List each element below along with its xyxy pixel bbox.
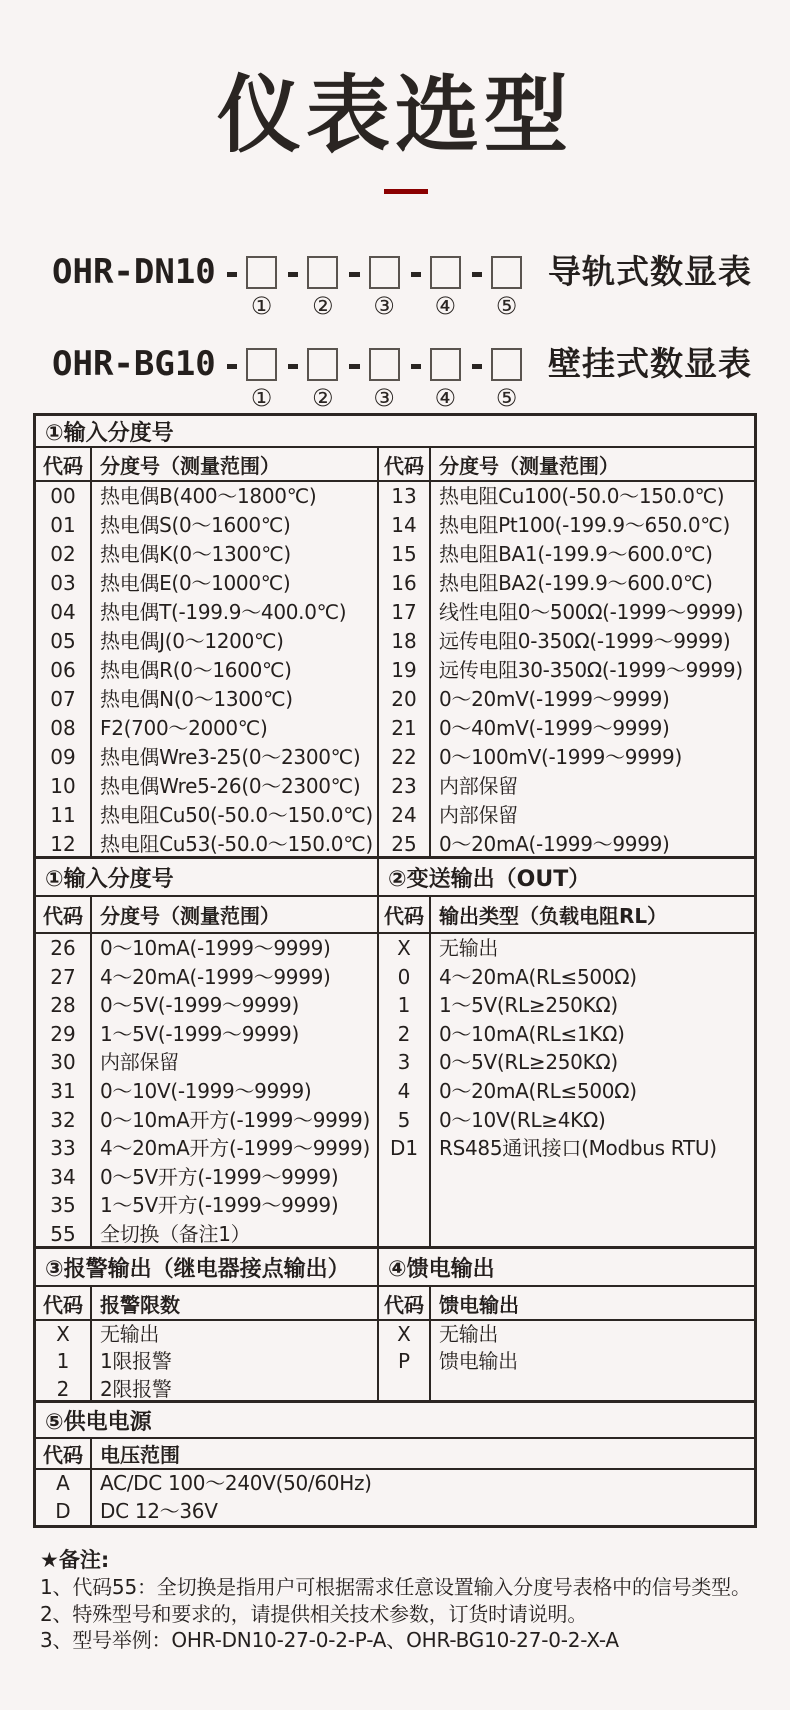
column-header-code: 代码 (379, 897, 431, 932)
desc-cell: 0～10mA(RL≤1KΩ) (439, 1021, 625, 1046)
desc-cell: 0～10V(-1999～9999) (100, 1078, 312, 1103)
desc-column (431, 934, 754, 1246)
desc-cell: 1限报警 (100, 1349, 172, 1374)
desc-cell: 热电偶K(0～1300℃) (100, 542, 291, 566)
column-header-desc: 报警限数 (92, 1287, 379, 1319)
option-box (307, 256, 338, 289)
desc-cell: 0～20mV(-1999～9999) (439, 687, 670, 711)
column-header-desc: 馈电输出 (439, 1292, 519, 1317)
desc-cell: 4～20mA开方(-1999～9999) (100, 1136, 370, 1161)
slot-number: ② (312, 292, 334, 320)
desc-cell: F2(700～2000℃) (100, 716, 268, 740)
code-cell: 18 (391, 629, 417, 653)
code-cell: 02 (50, 542, 76, 566)
code-cell: 03 (50, 571, 76, 595)
model-slot (430, 246, 461, 320)
desc-cell: 0～20mA(-1999～9999) (439, 832, 670, 856)
model-slot (246, 246, 277, 320)
code-column (36, 482, 92, 856)
desc-cell: 内部保留 (100, 1050, 179, 1075)
desc-column (92, 1321, 377, 1400)
model-row (52, 246, 752, 338)
desc-cell: 0～20mA(RL≤500Ω) (439, 1078, 637, 1103)
desc-cell: RS485通讯接口(Modbus RTU) (439, 1136, 717, 1161)
desc-cell: 全切换（备注1） (100, 1221, 251, 1246)
column-header-code: 代码 (379, 448, 431, 480)
table-half-left (36, 1470, 754, 1525)
desc-cell: DC 12～36V (100, 1498, 218, 1523)
code-cell: 5 (397, 1107, 411, 1132)
code-cell: 14 (391, 513, 417, 537)
model-type-label: 导轨式数显表 (548, 252, 753, 291)
table-half-left (36, 934, 379, 1246)
model-slot (369, 338, 400, 412)
code-cell: 32 (50, 1107, 76, 1132)
dash-separator (411, 272, 421, 277)
code-cell: 0 (397, 964, 411, 989)
desc-cell: 热电阻BA2(-199.9～600.0℃) (439, 571, 713, 595)
option-box (430, 348, 461, 381)
option-box (246, 256, 277, 289)
note-item: 3、型号举例：OHR-DN10-27-0-2-P-A、OHR-BG10-27-0-2-X-A (40, 1628, 619, 1652)
desc-cell: 热电阻Pt100(-199.9～650.0℃) (439, 513, 730, 537)
column-header-desc: 输出类型（负载电阻RL） (439, 904, 668, 928)
desc-cell: 0～10mA开方(-1999～9999) (100, 1107, 370, 1132)
desc-column (92, 1470, 754, 1525)
model-ordering-diagrams (52, 246, 752, 430)
band-body (36, 482, 754, 859)
dash-separator (411, 364, 421, 369)
code-cell: 15 (391, 542, 417, 566)
band-header (36, 416, 754, 448)
model-slot (246, 338, 277, 412)
slot-number: ④ (434, 292, 457, 320)
desc-cell: 热电偶Wre3-25(0～2300℃) (100, 745, 361, 769)
code-cell: 19 (391, 658, 417, 682)
code-cell: X (397, 936, 411, 960)
code-cell: 08 (50, 716, 76, 740)
desc-cell: 1～5V开方(-1999～9999) (100, 1193, 339, 1218)
column-header-code: 代码 (36, 448, 92, 480)
column-header-row (36, 1439, 754, 1470)
column-header-desc: 分度号（测量范围） (439, 453, 619, 478)
code-cell: D1 (389, 1136, 419, 1161)
desc-cell: 内部保留 (439, 774, 518, 798)
column-header-desc: 分度号（测量范围） (92, 897, 379, 932)
code-cell: 22 (391, 745, 417, 769)
model-type-label: 壁挂式数显表 (548, 344, 753, 383)
desc-cell: 4～20mA(RL≤500Ω) (439, 964, 637, 989)
code-cell: 31 (50, 1078, 76, 1103)
desc-cell: 热电偶B(400～1800℃) (100, 484, 317, 508)
code-column (379, 482, 431, 856)
desc-cell: 热电偶J(0～1200℃) (100, 629, 284, 653)
code-cell: 00 (50, 484, 76, 508)
desc-cell: 热电偶E(0～1000℃) (100, 571, 291, 595)
table-band (36, 416, 754, 859)
desc-cell: 热电偶Wre5-26(0～2300℃) (100, 774, 361, 798)
dash-separator (288, 272, 298, 277)
desc-cell: 热电阻BA1(-199.9～600.0℃) (439, 542, 713, 566)
band-header-title: ⑤供电电源 (45, 1409, 152, 1435)
option-box (369, 256, 400, 289)
table-band (36, 859, 754, 1249)
column-header-code: 代码 (36, 1439, 92, 1468)
dash-separator (349, 272, 359, 277)
column-header-code: 代码 (36, 897, 92, 932)
desc-cell: 无输出 (100, 1322, 160, 1346)
code-cell: X (56, 1322, 70, 1346)
code-cell: P (397, 1349, 411, 1374)
desc-cell: 0～10mA(-1999～9999) (100, 936, 331, 960)
desc-column (92, 934, 377, 1246)
band-header (36, 1403, 754, 1439)
model-code-prefix: OHR-DN10 (52, 252, 216, 292)
code-cell: 09 (50, 745, 76, 769)
selection-table (33, 413, 757, 1528)
desc-cell: AC/DC 100～240V(50/60Hz) (100, 1471, 372, 1495)
code-cell: 11 (50, 803, 76, 827)
table-half-right (379, 1321, 754, 1400)
code-cell: 27 (50, 964, 76, 989)
desc-column (431, 1321, 754, 1400)
option-box (369, 348, 400, 381)
desc-cell: 馈电输出 (439, 1349, 518, 1374)
code-cell: X (397, 1322, 411, 1346)
table-band (36, 1249, 754, 1403)
column-header-row (36, 897, 754, 934)
code-cell: 20 (391, 687, 417, 711)
code-cell: 17 (391, 600, 417, 624)
band-header-right: ②变送输出（OUT） (388, 866, 591, 892)
desc-cell: 1～5V(-1999～9999) (100, 1021, 299, 1046)
code-cell: 25 (391, 832, 417, 856)
desc-cell: 0～5V(-1999～9999) (100, 993, 299, 1018)
notes-title: ★备注: (40, 1548, 110, 1572)
dash-separator (227, 272, 237, 277)
desc-cell: 无输出 (439, 936, 499, 960)
dash-separator (288, 364, 298, 369)
code-cell: 35 (50, 1193, 76, 1218)
column-header-code: 代码 (36, 1287, 92, 1319)
band-body (36, 934, 754, 1249)
code-cell: 1 (56, 1349, 70, 1374)
title-underline (384, 189, 428, 194)
model-slot (430, 338, 461, 412)
dash-separator (472, 272, 482, 277)
table-half-right (379, 482, 754, 856)
option-box (307, 348, 338, 381)
desc-cell: 0～100mV(-1999～9999) (439, 745, 682, 769)
model-slot (307, 338, 338, 412)
code-cell: 21 (391, 716, 417, 740)
desc-cell: 远传电阻0-350Ω(-1999～9999) (439, 629, 731, 653)
table-band (36, 1403, 754, 1525)
desc-cell: 远传电阻30-350Ω(-1999～9999) (439, 658, 743, 682)
table-half-left (36, 1321, 379, 1400)
code-cell: 16 (391, 571, 417, 595)
option-box (246, 348, 277, 381)
code-cell: 55 (50, 1221, 76, 1246)
desc-cell: 0～10V(RL≥4KΩ) (439, 1107, 606, 1132)
desc-column (431, 482, 754, 856)
model-slot (491, 246, 522, 320)
desc-cell: 热电偶T(-199.9～400.0℃) (100, 600, 347, 624)
note-item: 1、代码55：全切换是指用户可根据需求任意设置输入分度号表格中的信号类型。 (40, 1575, 751, 1599)
code-cell: 13 (391, 484, 417, 508)
code-cell: 2 (397, 1021, 411, 1046)
table-half-right (379, 934, 754, 1246)
note-item: 2、特殊型号和要求的，请提供相关技术参数，订货时请说明。 (40, 1601, 588, 1626)
column-header-desc: 电压范围 (100, 1443, 180, 1467)
code-cell: 12 (50, 832, 76, 856)
option-box (430, 256, 461, 289)
code-cell: 1 (397, 993, 411, 1018)
model-code-prefix: OHR-BG10 (52, 344, 216, 384)
desc-cell: 热电偶R(0～1600℃) (100, 658, 292, 682)
code-cell: 06 (50, 658, 76, 682)
code-cell: 01 (50, 513, 76, 537)
band-body (36, 1321, 754, 1403)
code-cell: 34 (50, 1164, 76, 1189)
band-body (36, 1470, 754, 1525)
table-half-left (36, 482, 379, 856)
model-slot (491, 338, 522, 412)
code-cell: 23 (391, 774, 417, 798)
column-header-code: 代码 (379, 1287, 431, 1319)
page-title: 仪表选型 (216, 66, 573, 164)
desc-cell: 1～5V(RL≥250KΩ) (439, 993, 618, 1018)
model-slot (369, 246, 400, 320)
code-cell: 26 (50, 936, 76, 960)
slot-number: ② (312, 384, 334, 412)
code-cell: 10 (50, 774, 76, 798)
code-cell: A (56, 1471, 70, 1495)
code-cell: 28 (50, 993, 76, 1018)
band-header-left: ③报警输出（继电器接点输出） (36, 1249, 379, 1285)
band-header (36, 1249, 754, 1287)
code-cell: 30 (50, 1050, 76, 1075)
column-header-desc: 分度号（测量范围） (92, 448, 379, 480)
column-header-row (36, 1287, 754, 1321)
desc-cell: 0～5V开方(-1999～9999) (100, 1164, 339, 1189)
slot-number: ③ (373, 292, 395, 320)
code-cell: 3 (397, 1050, 411, 1075)
code-cell: 33 (50, 1136, 76, 1161)
code-column (379, 934, 431, 1246)
code-column (36, 934, 92, 1246)
band-header-title: ①输入分度号 (45, 420, 174, 446)
slot-number: ⑤ (495, 292, 518, 320)
slot-number: ① (250, 292, 273, 320)
band-header-left: ①输入分度号 (36, 859, 379, 895)
code-cell: 29 (50, 1021, 76, 1046)
dash-separator (349, 364, 359, 369)
notes-section (40, 1546, 760, 1654)
desc-cell: 热电偶N(0～1300℃) (100, 687, 293, 711)
code-cell: 4 (397, 1078, 411, 1103)
code-column (36, 1321, 92, 1400)
dash-separator (227, 364, 237, 369)
dash-separator (472, 364, 482, 369)
desc-cell: 热电偶S(0～1600℃) (100, 513, 291, 537)
code-cell: 24 (391, 803, 417, 827)
desc-cell: 0～40mV(-1999～9999) (439, 716, 670, 740)
desc-cell: 2限报警 (100, 1376, 172, 1401)
code-cell: 07 (50, 687, 76, 711)
option-box (491, 348, 522, 381)
desc-cell: 热电阻Cu53(-50.0～150.0℃) (100, 832, 373, 856)
column-header-row (36, 448, 754, 482)
band-header-right: ④馈电输出 (388, 1256, 495, 1282)
slot-number: ⑤ (495, 384, 518, 412)
model-slot (307, 246, 338, 320)
code-column (379, 1321, 431, 1400)
code-cell: 04 (50, 600, 76, 624)
desc-cell: 内部保留 (439, 803, 518, 827)
slot-number: ③ (373, 384, 395, 412)
code-cell: 05 (50, 629, 76, 653)
code-cell: D (55, 1498, 71, 1523)
desc-cell: 无输出 (439, 1322, 499, 1346)
notes-list (40, 1574, 760, 1654)
code-column (36, 1470, 92, 1525)
slot-number: ① (250, 384, 273, 412)
desc-cell: 0～5V(RL≥250KΩ) (439, 1050, 618, 1075)
option-box (491, 256, 522, 289)
desc-cell: 4～20mA(-1999～9999) (100, 964, 331, 989)
desc-cell: 线性电阻0～500Ω(-1999～9999) (439, 600, 744, 624)
code-cell: 2 (56, 1376, 70, 1401)
desc-column (92, 482, 377, 856)
band-header (36, 859, 754, 897)
desc-cell: 热电阻Cu100(-50.0～150.0℃) (439, 484, 725, 508)
desc-cell: 热电阻Cu50(-50.0～150.0℃) (100, 803, 373, 827)
slot-number: ④ (434, 384, 457, 412)
